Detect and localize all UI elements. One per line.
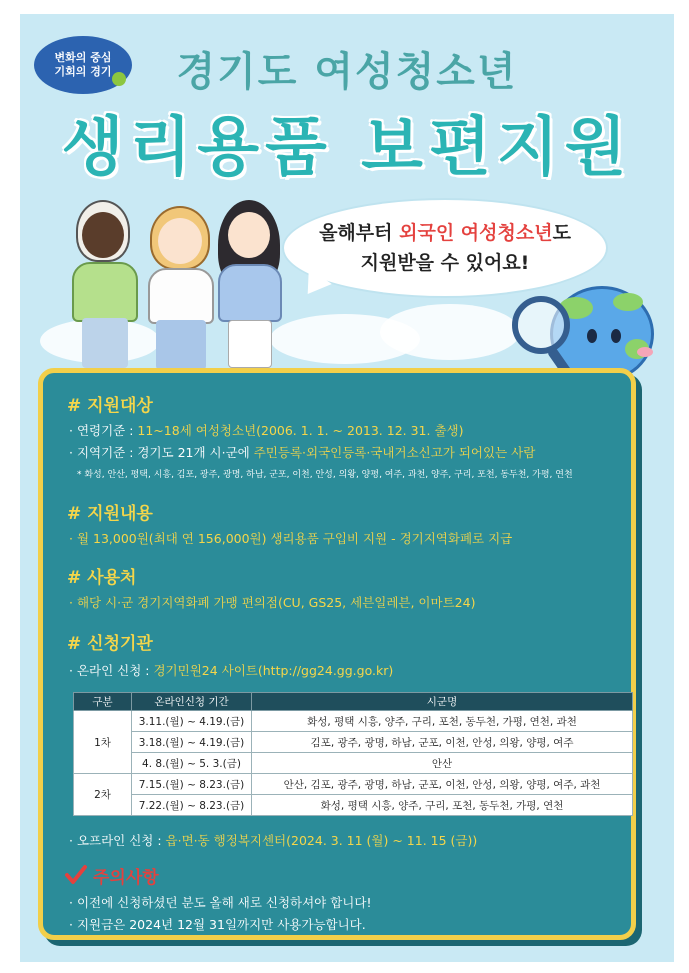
cities-cell: 화성, 평택 시흥, 양주, 구리, 포천, 동두천, 가평, 연천, 과천 xyxy=(252,711,633,732)
poster xyxy=(20,14,674,962)
bubble-line2: 지원받을 수 있어요! xyxy=(360,252,530,274)
round-cell: 1차 xyxy=(74,711,132,774)
section-title-target: # 지원대상 xyxy=(67,396,153,416)
bubble-highlight: 외국인 여성청소년 xyxy=(399,222,553,244)
offline-apply: · 오프라인 신청 : 읍·면·동 행정복지센터(2024. 3. 11 (월) ~ 11. 15 (금)) xyxy=(69,833,478,848)
cities-cell: 안산, 김포, 광주, 광명, 하남, 군포, 이천, 안성, 의왕, 양평, 여주, 과천 xyxy=(252,774,633,795)
cities-cell: 화성, 평택 시흥, 양주, 구리, 포천, 동두천, 가평, 연천 xyxy=(252,795,633,816)
caution-item: · 이전에 신청하셨던 분도 올해 새로 신청하셔야 합니다! xyxy=(69,895,372,910)
logo-line1: 변화의 중심 xyxy=(54,51,112,64)
table-header-cell: 구분 xyxy=(74,693,132,711)
section-title-caution: 주의사항 xyxy=(93,868,159,888)
info-panel xyxy=(38,368,636,940)
girl-illustration xyxy=(68,200,148,370)
period-cell: 3.11.(월) ~ 4.19.(금) xyxy=(132,711,252,732)
table-row xyxy=(74,753,633,774)
age-criteria: · 연령기준 : 11~18세 여성청소년(2006. 1. 1. ~ 2013. 12. 31. 출생) xyxy=(69,423,464,438)
region-note: * 화성, 안산, 평택, 시흥, 김포, 광주, 광명, 하남, 군포, 이천, 안성, 의왕, 양평, 여주, 과천, 양주, 구리, 포천, 동두천, 가평, 연천 xyxy=(77,470,573,480)
period-cell: 4. 8.(월) ~ 5. 3.(금) xyxy=(132,753,252,774)
table-row xyxy=(74,732,633,753)
bubble-line1: 올해부터 외국인 여성청소년도 xyxy=(319,222,571,244)
table-header-row xyxy=(74,693,633,711)
support-content: · 월 13,000원(최대 연 156,000원) 생리용품 구입비 지원 - 경기지역화폐로 지급 xyxy=(69,531,513,546)
table-row xyxy=(74,774,633,795)
period-cell: 3.18.(월) ~ 4.19.(금) xyxy=(132,732,252,753)
round-cell: 2차 xyxy=(74,774,132,816)
section-title-apply: # 신청기관 xyxy=(67,634,153,654)
girl-illustration xyxy=(212,200,292,370)
period-cell: 7.15.(월) ~ 8.23.(금) xyxy=(132,774,252,795)
period-cell: 7.22.(월) ~ 8.23.(금) xyxy=(132,795,252,816)
usage-line: · 해당 시·군 경기지역화폐 가맹 편의점(CU, GS25, 세븐일레븐, 이마트24) xyxy=(69,595,476,610)
page-subtitle: 경기도 여성청소년 xyxy=(176,49,518,95)
caution-item: · 지원금은 2024년 12월 31일까지만 사용가능합니다. xyxy=(69,917,366,932)
table-row xyxy=(74,711,633,732)
table-row xyxy=(74,795,633,816)
table-header-cell: 온라인신청 기간 xyxy=(132,693,252,711)
magnifier-icon xyxy=(512,296,570,354)
table-header-cell: 시군명 xyxy=(252,693,633,711)
logo-line2: 기회의 경기 xyxy=(54,65,112,78)
cloud-shape xyxy=(380,304,520,360)
online-apply: · 온라인 신청 : 경기민원24 사이트(http://gg24.gg.go.kr) xyxy=(69,663,394,678)
cities-cell: 안산 xyxy=(252,753,633,774)
page-title: 생리용품 보편지원 xyxy=(61,111,633,185)
checkmark-icon xyxy=(65,864,87,886)
schedule-table xyxy=(73,692,633,816)
section-title-content: # 지원내용 xyxy=(67,504,153,524)
section-title-usage: # 사용처 xyxy=(67,568,137,588)
cities-cell: 김포, 광주, 광명, 하남, 군포, 이천, 안성, 의왕, 양평, 여주 xyxy=(252,732,633,753)
region-criteria: · 지역기준 : 경기도 21개 시·군에 주민등록·외국인등록·국내거소신고가 되어있는 사람 xyxy=(69,445,536,460)
